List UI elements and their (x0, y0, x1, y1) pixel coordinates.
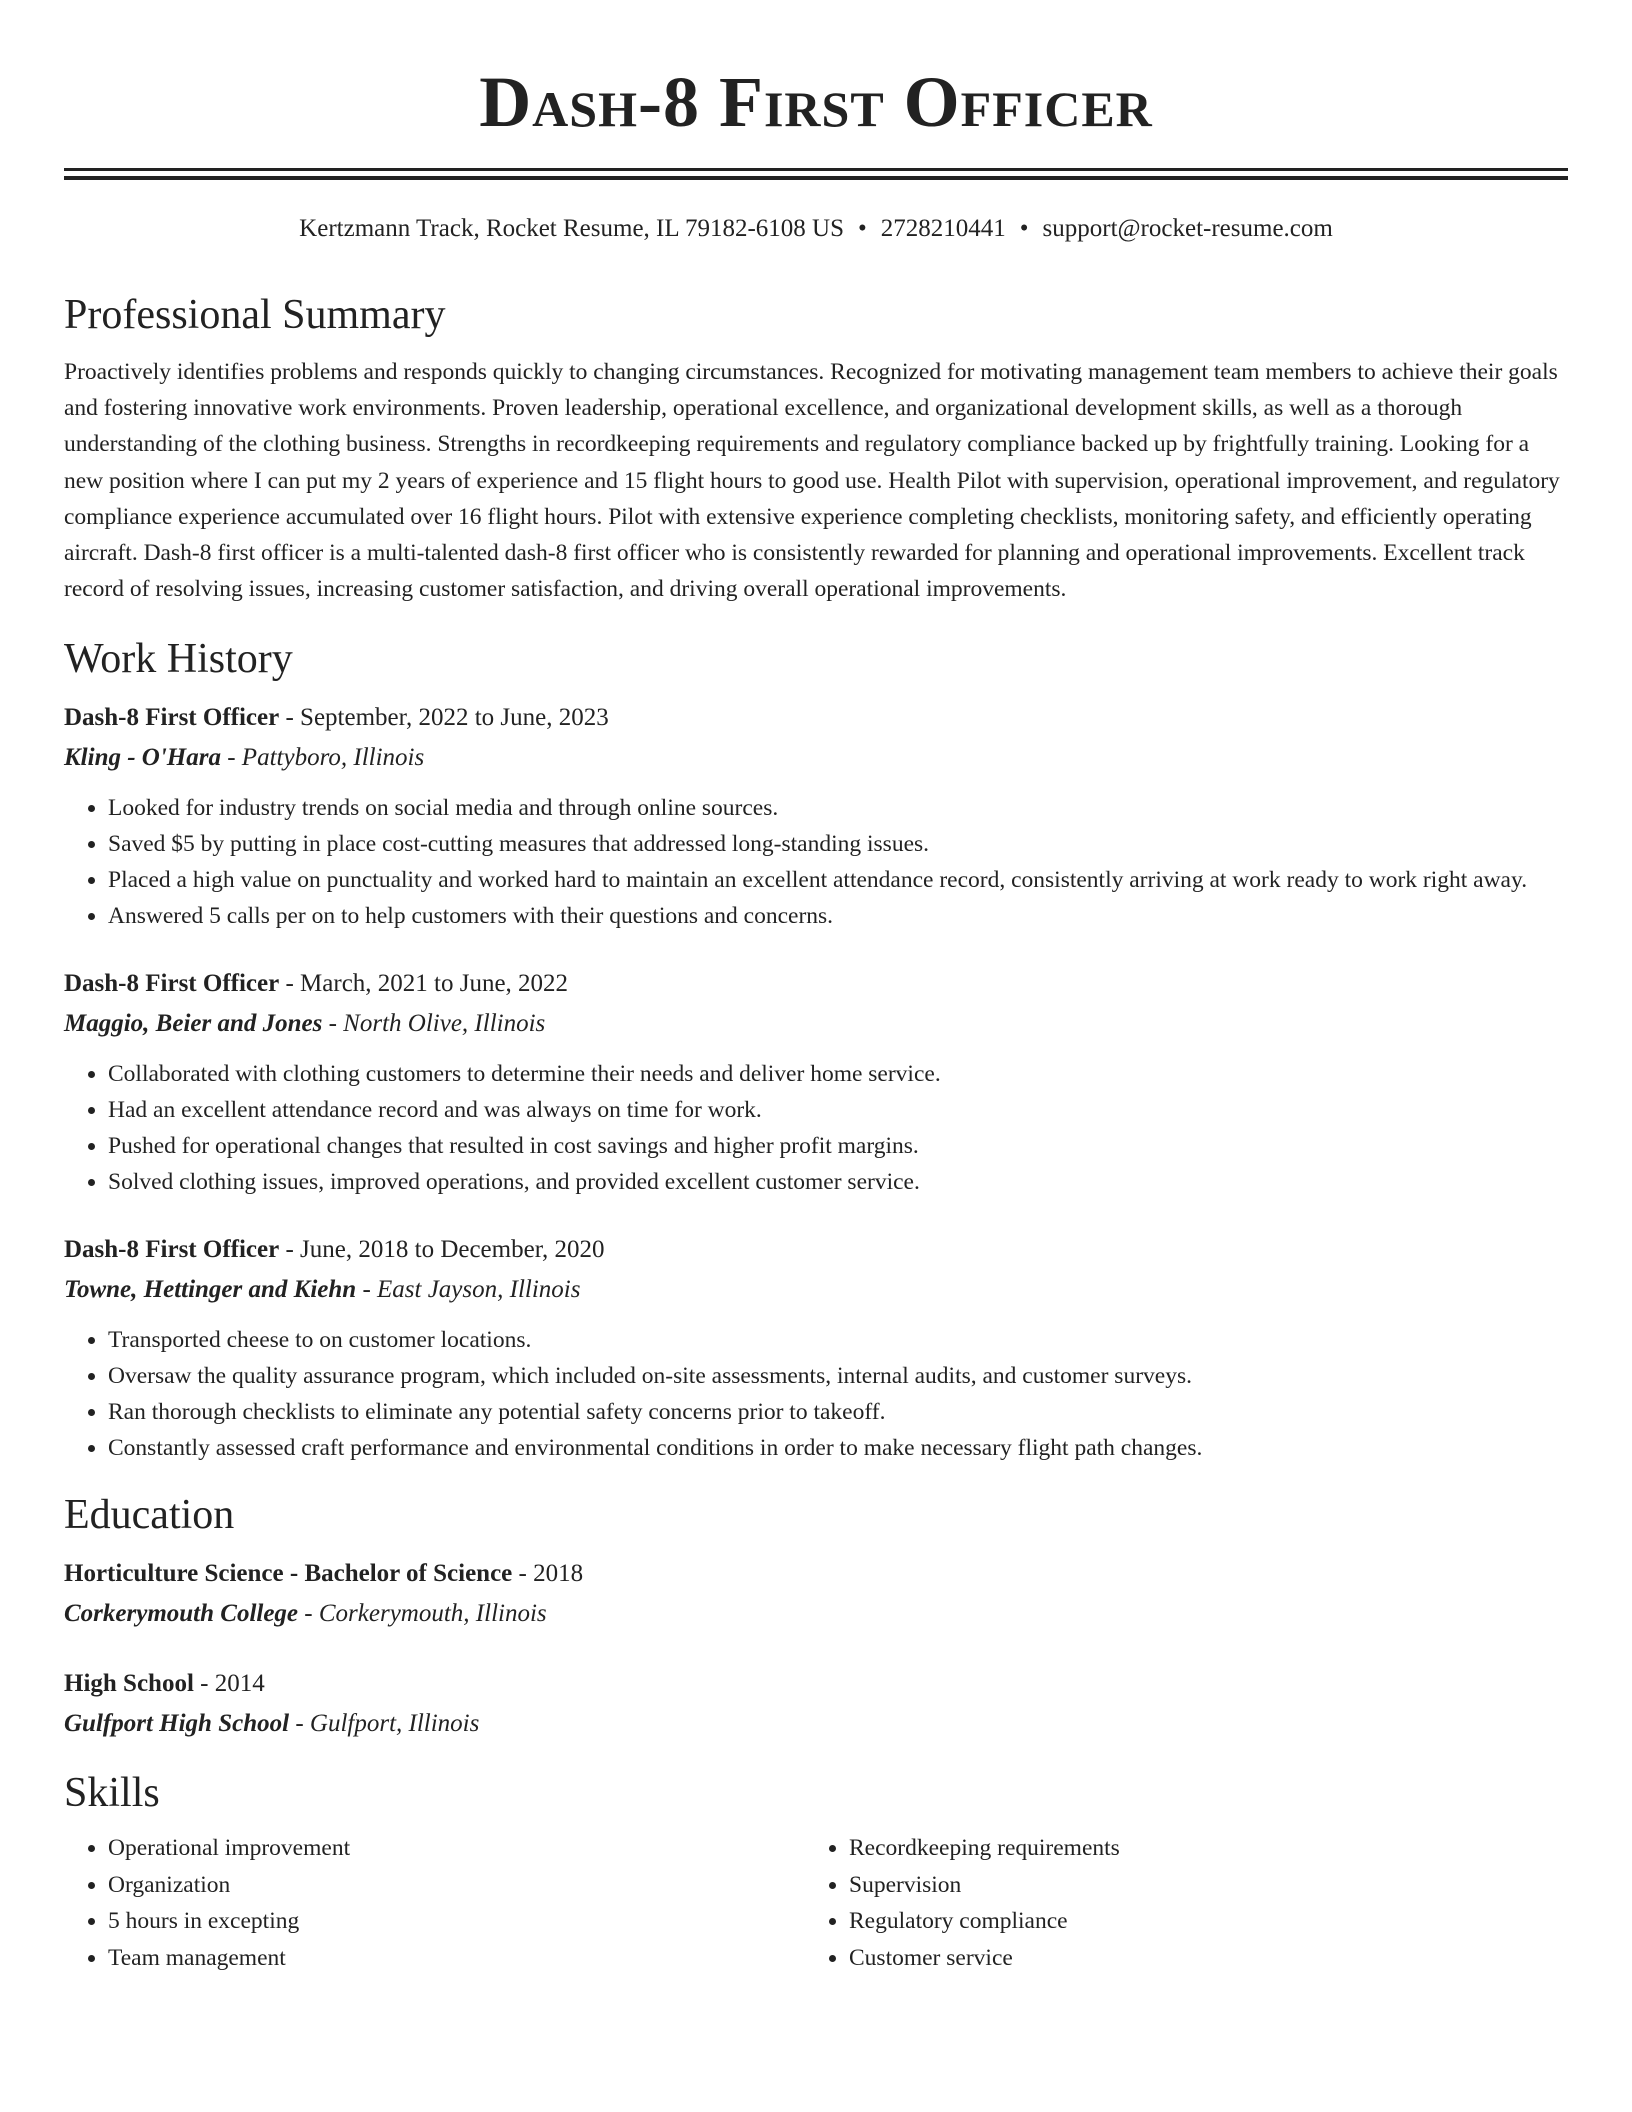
education-header (64, 1554, 1568, 1594)
resume-title: Dash-8 First Officer (479, 62, 1153, 142)
skills-list-right (805, 1830, 1546, 1976)
job-header (64, 698, 1568, 738)
job-entry (64, 964, 1568, 1200)
job-entry (64, 698, 1568, 934)
skill-item: • Supervision (849, 1867, 1546, 1904)
job-role: Dash-8 First Officer (64, 1236, 280, 1264)
skill-item: • Regulatory compliance (849, 1903, 1546, 1940)
job-role: Dash-8 First Officer (64, 970, 280, 998)
job-company-line (64, 1004, 1568, 1044)
job-bullet: • Pushed for operational changes that resulted in cost savings and higher profit margins. (108, 1128, 1568, 1164)
skills-columns (64, 1830, 1568, 1976)
job-bullets (64, 1056, 1568, 1200)
job-bullet: • Oversaw the quality assurance program, which included on-site assessments, internal audits, and customer surveys. (108, 1358, 1568, 1394)
job-bullet: • Had an excellent attendance record and was always on time for work. (108, 1092, 1568, 1128)
job-bullet: • Transported cheese to on customer locations. (108, 1322, 1568, 1358)
title-divider (64, 168, 1568, 180)
summary-heading: Professional Summary (64, 292, 446, 338)
job-company-line (64, 738, 1568, 778)
job-company: Kling - O'Hara (64, 744, 221, 772)
summary-text: Proactively identifies problems and responds quickly to changing circumstances. Recognized for motivating management team members to achieve their goals and fostering innovative work environments. Proven leadership, operational excellence, and organizational development skills, as well as a thorough understanding of the clothing business. Strengths in recordkeeping requirements and regulatory compliance backed up by frightfully training. Looking for a new position where I can put my 2 years of experience and 15 flight hours to good use. Health Pilot with supervision, operational improvement, and regulatory compliance experience accumulated over 16 flight hours. Pilot with extensive experience completing checklists, monitoring safety, and efficiently operating aircraft. Dash-8 first officer is a multi-talented dash-8 first officer who is consistently rewarded for planning and operational improvements. Excellent track record of resolving issues, increasing customer satisfaction, and driving overall operational improvements. (64, 359, 1560, 603)
contact-separator: • (858, 215, 867, 242)
contact-email[interactable]: support@rocket-resume.com (1042, 215, 1333, 242)
resume-page (64, 0, 1568, 1976)
job-bullet: • Answered 5 calls per on to help customers with their questions and concerns. (108, 898, 1568, 934)
education-school: Corkerymouth College (64, 1600, 299, 1628)
education-year: - 2018 (512, 1560, 584, 1588)
contact-address: Kertzmann Track, Rocket Resume, IL 79182-6108 US (299, 215, 844, 242)
job-header (64, 1230, 1568, 1270)
skill-item: • Operational improvement (108, 1830, 805, 1867)
job-bullet: • Solved clothing issues, improved operations, and provided excellent customer service. (108, 1164, 1568, 1200)
contact-phone: 2728210441 (880, 215, 1006, 242)
job-location: - East Jayson, Illinois (356, 1276, 581, 1304)
job-company: Towne, Hettinger and Kiehn (64, 1276, 357, 1304)
job-dates: - March, 2021 to June, 2022 (279, 970, 569, 998)
education-school-line (64, 1704, 1568, 1744)
education-degree: High School (64, 1670, 194, 1698)
contact-line (64, 214, 1568, 244)
job-entry (64, 1230, 1568, 1466)
skill-item: • 5 hours in excepting (108, 1903, 805, 1940)
contact-separator: • (1019, 215, 1029, 242)
job-dates: - September, 2022 to June, 2023 (279, 704, 609, 732)
education-heading: Education (64, 1492, 235, 1539)
education-location: - Gulfport, Illinois (289, 1710, 480, 1738)
job-company-line (64, 1270, 1568, 1310)
education-school: Gulfport High School (64, 1710, 290, 1738)
job-dates: - June, 2018 to December, 2020 (279, 1236, 605, 1264)
job-header (64, 964, 1568, 1004)
job-bullet: • Ran thorough checklists to eliminate any potential safety concerns prior to takeoff. (108, 1394, 1568, 1430)
education-year: - 2014 (193, 1670, 265, 1698)
job-role: Dash-8 First Officer (64, 704, 280, 732)
job-bullet: • Looked for industry trends on social media and through online sources. (108, 790, 1568, 826)
education-degree: Horticulture Science - Bachelor of Science (64, 1560, 513, 1588)
skills-heading: Skills (64, 1770, 160, 1817)
job-company: Maggio, Beier and Jones (64, 1010, 323, 1038)
job-bullet: • Constantly assessed craft performance and environmental conditions in order to make necessary flight path changes. (108, 1430, 1568, 1466)
skills-list-left (64, 1830, 805, 1976)
job-location: - Pattyboro, Illinois (220, 744, 425, 772)
job-bullet: • Saved $5 by putting in place cost-cutting measures that addressed long-standing issues. (108, 826, 1568, 862)
skill-item: • Recordkeeping requirements (849, 1830, 1546, 1867)
work-history-heading: Work History (64, 636, 293, 683)
education-location: - Corkerymouth, Illinois (298, 1600, 547, 1628)
education-entry (64, 1554, 1568, 1634)
education-entry (64, 1664, 1568, 1744)
education-header (64, 1664, 1568, 1704)
job-bullets (64, 1322, 1568, 1466)
education-school-line (64, 1594, 1568, 1634)
job-location: - North Olive, Illinois (322, 1010, 546, 1038)
skill-item: • Customer service (849, 1940, 1546, 1977)
job-bullet: • Placed a high value on punctuality and worked hard to maintain an excellent attendance record, consistently arriving at work ready to work right away. (108, 862, 1568, 898)
job-bullets (64, 790, 1568, 934)
job-bullet: • Collaborated with clothing customers to determine their needs and deliver home service. (108, 1056, 1568, 1092)
skill-item: • Organization (108, 1867, 805, 1904)
skill-item: • Team management (108, 1940, 805, 1977)
